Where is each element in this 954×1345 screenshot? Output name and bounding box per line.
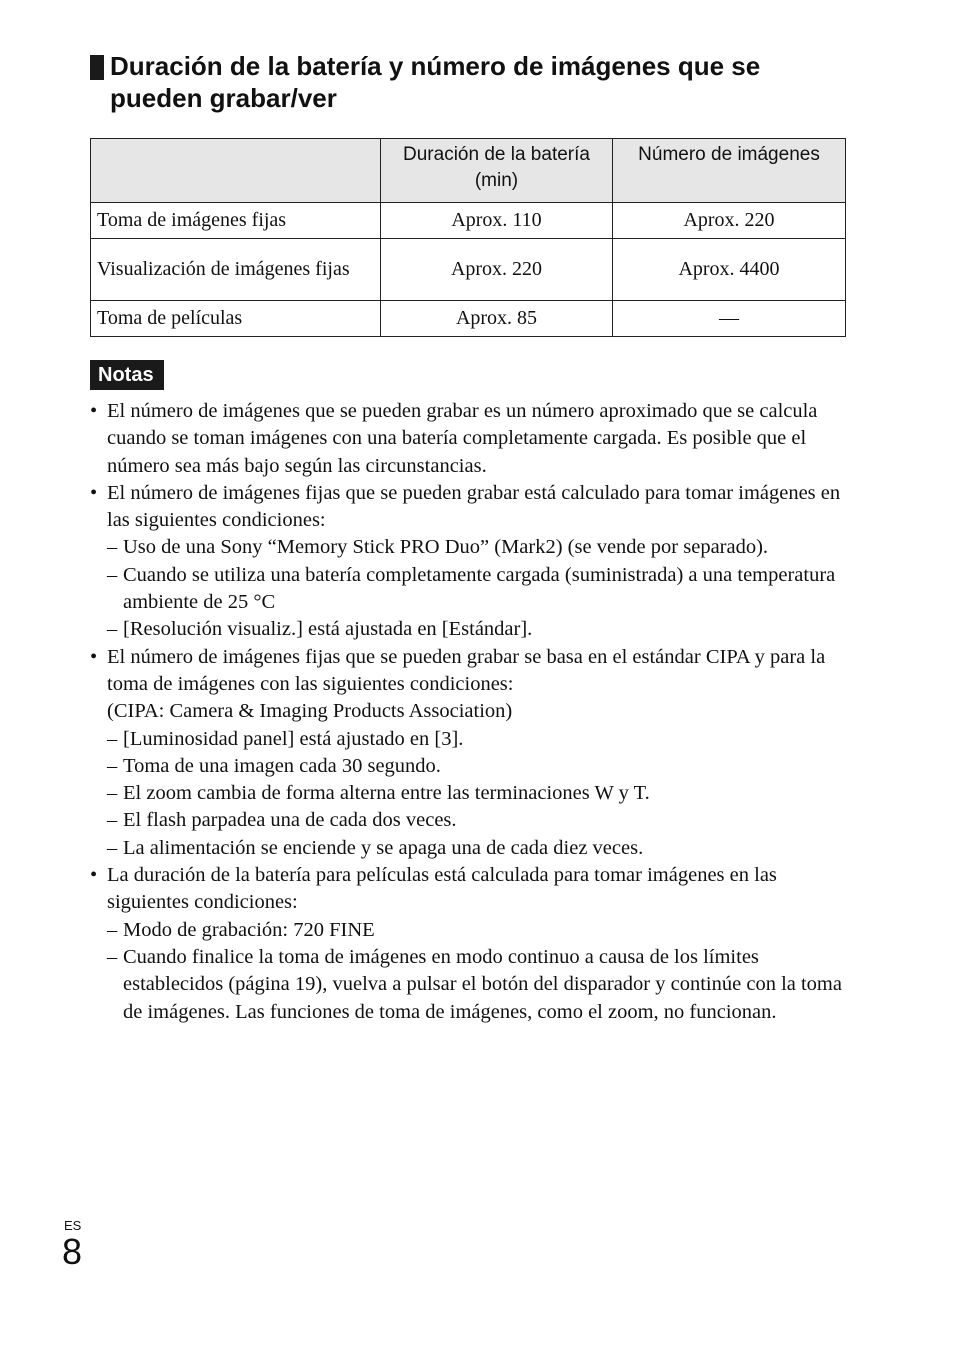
table-cell-images: Aprox. 220: [613, 203, 846, 239]
list-subitem: – [Luminosidad panel] está ajustado en [3].: [90, 726, 850, 753]
heading-marker-icon: [90, 55, 104, 80]
table-header-images: Número de imágenes: [613, 139, 846, 203]
list-subitem: – [Resolución visualiz.] está ajustada en [Estándar].: [90, 616, 850, 643]
page-title: Duración de la batería y número de imágenes que se pueden grabar/ver: [110, 51, 761, 113]
table-header-row: [91, 139, 846, 203]
table-cell-duration: Aprox. 110: [381, 203, 613, 239]
list-subitem: – La alimentación se enciende y se apaga una de cada diez veces.: [90, 835, 850, 862]
notes-badge: Notas: [90, 360, 164, 390]
list-subitem: – Modo de grabación: 720 FINE: [90, 917, 850, 944]
table-cell-label: Toma de películas: [91, 301, 381, 337]
list-subitem: – Toma de una imagen cada 30 segundo.: [90, 753, 850, 780]
table-cell-images: —: [613, 301, 846, 337]
list-item: • El número de imágenes que se pueden grabar es un número aproximado que se calcula cuando se toman imágenes con una batería completamente cargada. Es posible que el número sea más bajo según las circunstancias.: [90, 398, 850, 480]
table-row: [91, 239, 846, 301]
list-subitem: – Cuando finalice la toma de imágenes en modo continuo a causa de los límites establecidos (página 19), vuelva a pulsar el botón del disparador y continúe con la toma de imágenes. Las funciones de toma de imágenes, como el zoom, no funcionan.: [90, 944, 850, 1026]
list-item: • El número de imágenes fijas que se pueden grabar está calculado para tomar imágenes en las siguientes condiciones:: [90, 480, 850, 535]
list-subitem: – El zoom cambia de forma alterna entre las terminaciones W y T.: [90, 780, 850, 807]
list-item: • El número de imágenes fijas que se pueden grabar se basa en el estándar CIPA y para la toma de imágenes con las siguientes condiciones:: [90, 644, 850, 699]
section-heading: [90, 50, 850, 114]
table-row: [91, 301, 846, 337]
table-header-empty: [91, 139, 381, 203]
table-cell-duration: Aprox. 220: [381, 239, 613, 301]
table-cell-images: Aprox. 4400: [613, 239, 846, 301]
page-number: 8: [62, 1231, 83, 1272]
list-subitem: – Cuando se utiliza una batería completamente cargada (suministrada) a una temperatura ambiente de 25 °C: [90, 562, 850, 617]
list-item: • La duración de la batería para películas está calculada para tomar imágenes en las siguientes condiciones:: [90, 862, 850, 917]
battery-table: [90, 138, 846, 337]
table-header-duration: Duración de la batería (min): [381, 139, 613, 203]
table-cell-label: Visualización de imágenes fijas: [91, 239, 381, 301]
table-cell-label: Toma de imágenes fijas: [91, 203, 381, 239]
table-cell-duration: Aprox. 85: [381, 301, 613, 337]
list-subitem: – Uso de una Sony “Memory Stick PRO Duo” (Mark2) (se vende por separado).: [90, 534, 850, 561]
language-code: ES: [64, 1218, 82, 1233]
table-row: [91, 203, 846, 239]
notes-list: [90, 398, 850, 1026]
list-item-note: (CIPA: Camera & Imaging Products Association): [107, 700, 513, 723]
list-subitem: – El flash parpadea una de cada dos veces.: [90, 807, 850, 834]
